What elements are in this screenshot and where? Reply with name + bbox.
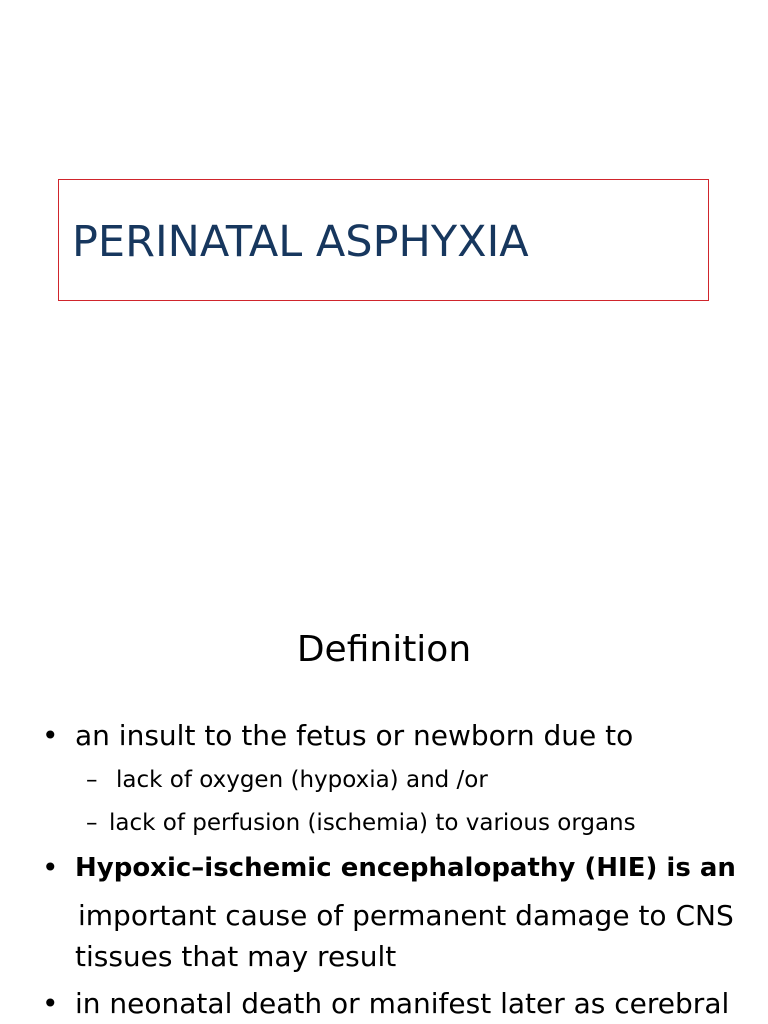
bullet-item: an insult to the fetus or newborn due to [75,719,634,752]
sub-bullet-item: lack of perfusion (ischemia) to various organs [109,810,636,836]
bullet-item-bold: Hypoxic–ischemic encephalopathy (HIE) is an [75,853,736,883]
title-placeholder [58,179,709,301]
dash-icon: – [86,810,98,836]
bullet-item: in neonatal death or manifest later as cerebral [75,987,730,1020]
bullet-continuation: important cause of permanent damage to CNS [78,899,734,932]
sub-bullet-item: lack of oxygen (hypoxia) and /or [116,767,488,793]
bullet-icon: • [42,719,59,752]
dash-icon: – [86,767,98,793]
bullet-icon: • [42,851,59,884]
bullet-continuation: tissues that may result [75,940,397,973]
bullet-icon: • [42,987,59,1020]
definition-heading: Definition [296,629,472,670]
slide-title: PERINATAL ASPHYXIA [72,217,529,267]
definition-slide [0,560,768,1024]
